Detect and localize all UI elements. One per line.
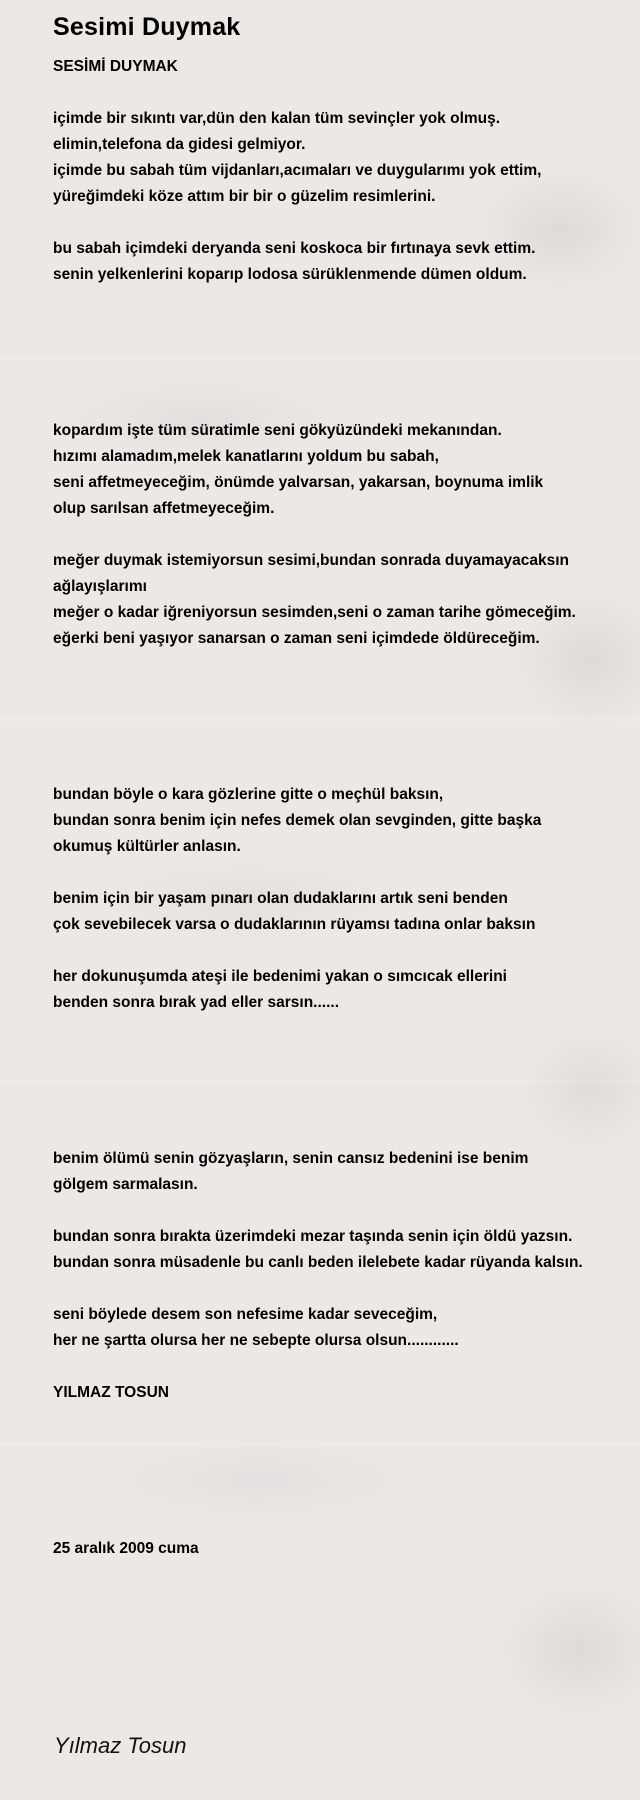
stanza-break [53, 1406, 623, 1432]
poem-line: 25 aralık 2009 cuma [53, 1540, 199, 1557]
author-signature: Yılmaz Tosun [54, 1733, 187, 1758]
stanza-break [53, 1198, 623, 1224]
stanza-break [53, 1016, 623, 1042]
stanza-break [53, 1276, 623, 1302]
poem-line: senin yelkenlerini koparıp lodosa sürüklenmende dümen oldum. [53, 266, 527, 283]
poem-page [53, 10, 623, 1562]
poem-line: bundan sonra bırakta üzerimdeki mezar taşında senin için öldü yazsın. [53, 1228, 573, 1245]
poem-line: gölgem sarmalasın. [53, 1176, 198, 1193]
stanza-break [53, 1432, 623, 1458]
poem-line: çok sevebilecek varsa o dudaklarının rüyamsı tadına onlar baksın [53, 916, 536, 933]
stanza-break [53, 522, 623, 548]
stanza-break [53, 1068, 623, 1094]
poem-line: benden sonra bırak yad eller sarsın...... [53, 994, 340, 1011]
poem-line: içimde bu sabah tüm vijdanları,acımaları ve duygularımı yok ettim, [53, 162, 542, 179]
poem-line: benim ölümü senin gözyaşların, senin cansız bedenini ise benim [53, 1150, 529, 1167]
stanza-break [53, 730, 623, 756]
poem-line: hızımı alamadım,melek kanatlarını yoldum bu sabah, [53, 448, 439, 465]
poem-line: SESİMİ DUYMAK [53, 58, 178, 75]
poem-line: okumuş kültürler anlasın. [53, 838, 241, 855]
stanza-break [53, 340, 623, 366]
stanza-break [53, 652, 623, 678]
stanza-break [53, 1484, 623, 1510]
poem-line: bundan sonra müsadenle bu canlı beden ilelebete kadar rüyanda kalsın. [53, 1254, 583, 1271]
poem-line: bu sabah içimdeki deryanda seni koskoca bir fırtınaya sevk ettim. [53, 240, 536, 257]
poem-line: eğerki beni yaşıyor sanarsan o zaman seni içimdede öldüreceğim. [53, 630, 540, 647]
poem-line: olup sarılsan affetmeyeceğim. [53, 500, 275, 517]
stanza-break [53, 704, 623, 730]
stanza-break [53, 80, 623, 106]
stanza-break [53, 210, 623, 236]
stanza-break [53, 756, 623, 782]
poem-body [53, 54, 623, 1562]
poem-title: Sesimi Duymak [53, 13, 241, 41]
poem-line: meğer duymak istemiyorsun sesimi,bundan sonrada duyamayacaksın [53, 552, 570, 569]
stanza-break [53, 1458, 623, 1484]
poem-line: bundan böyle o kara gözlerine gitte o meçhül baksın, [53, 786, 444, 803]
stanza-break [53, 314, 623, 340]
stanza-break [53, 1094, 623, 1120]
poem-line: her ne şartta olursa her ne sebepte olursa olsun............ [53, 1332, 459, 1349]
poem-line: YILMAZ TOSUN [53, 1384, 169, 1401]
poem-line: meğer o kadar iğreniyorsun sesimden,seni o zaman tarihe gömeceğim. [53, 604, 576, 621]
stanza-break [53, 366, 623, 392]
poem-line: seni böylede desem son nefesime kadar seveceğim, [53, 1306, 438, 1323]
stanza-break [53, 392, 623, 418]
poem-line: seni affetmeyeceğim, önümde yalvarsan, yakarsan, boynuma imlik [53, 474, 544, 491]
poem-line: her dokunuşumda ateşi ile bedenimi yakan o sımcıcak ellerini [53, 968, 507, 985]
stanza-break [53, 938, 623, 964]
stanza-break [53, 1120, 623, 1146]
stanza-break [53, 288, 623, 314]
stanza-break [53, 678, 623, 704]
stanza-break [53, 860, 623, 886]
poem-line: içimde bir sıkıntı var,dün den kalan tüm sevinçler yok olmuş. [53, 110, 501, 127]
stanza-break [53, 1042, 623, 1068]
poem-line: benim için bir yaşam pınarı olan dudaklarını artık seni benden [53, 890, 508, 907]
stanza-break [53, 1354, 623, 1380]
poem-line: bundan sonra benim için nefes demek olan sevginden, gitte başka [53, 812, 542, 829]
poem-line: ağlayışlarımı [53, 578, 147, 595]
poem-line: elimin,telefona da gidesi gelmiyor. [53, 136, 306, 153]
stanza-break [53, 1510, 623, 1536]
poem-line: yüreğimdeki köze attım bir bir o güzelim resimlerini. [53, 188, 436, 205]
poem-line: kopardım işte tüm süratimle seni gökyüzündeki mekanından. [53, 422, 502, 439]
